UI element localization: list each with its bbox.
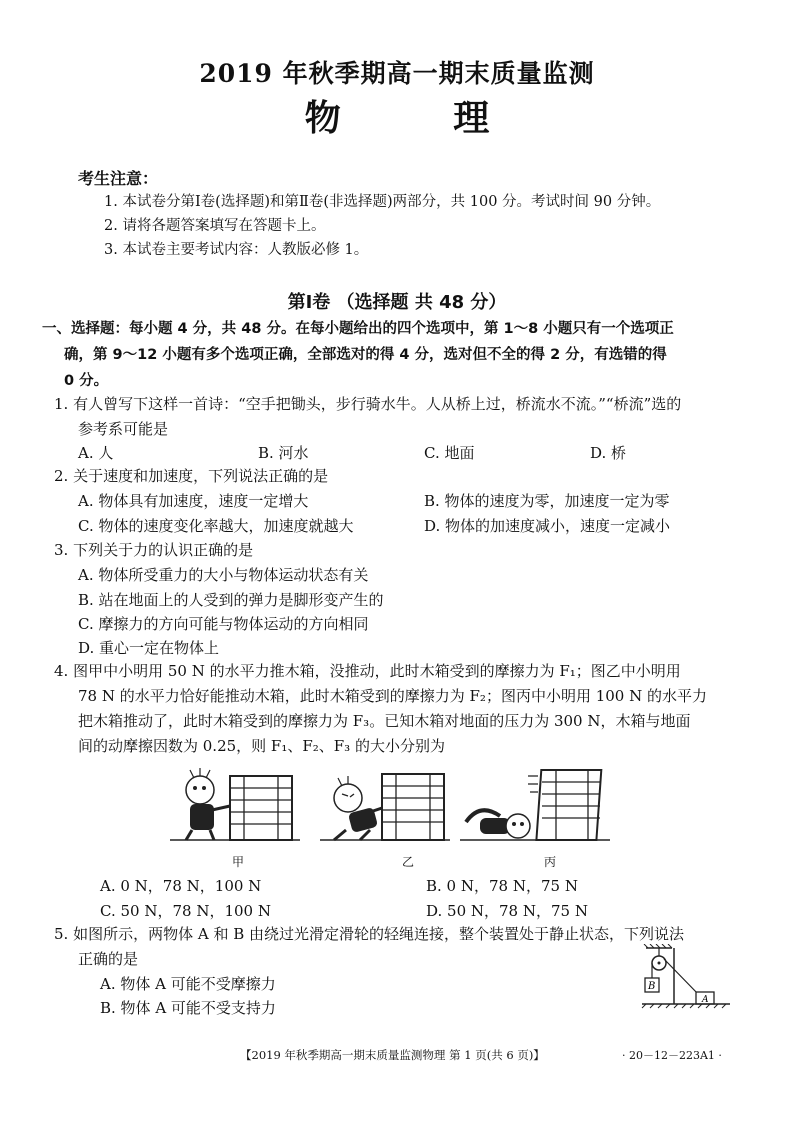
section-instruction [42, 316, 762, 394]
question-stem: 正确的是 [78, 950, 139, 968]
figure-label-yi: 乙 [402, 855, 415, 869]
q5-option-a: A. 物体 A 可能不受摩擦力 [100, 975, 276, 993]
q5-figure [640, 944, 732, 1010]
q2-option-a: A. 物体具有加速度，速度一定增大 [78, 492, 309, 510]
q5-option-b: B. 物体 A 可能不受支持力 [100, 999, 276, 1017]
notice-heading: 考生注意： [78, 169, 159, 188]
q4-option-a: A. 0 N，78 N，100 N [100, 877, 262, 895]
figure-yi [320, 774, 450, 840]
question-3 [54, 538, 740, 563]
q1-option-d: D. 桥 [590, 444, 627, 462]
exam-title: 2019 年秋季期高一期末质量监测 [199, 59, 595, 88]
question-2 [54, 464, 740, 489]
q3-option-d: D. 重心一定在物体上 [78, 639, 220, 657]
q1-option-c: C. 地面 [424, 444, 475, 462]
figure-label-bing: 丙 [544, 855, 557, 869]
q3-option-b: B. 站在地面上的人受到的弹力是脚形变产生的 [78, 591, 384, 609]
question-stem: 把木箱推动了，此时木箱受到的摩擦力为 F₃。已知木箱对地面的压力为 300 N，木箱与地面 [78, 712, 691, 730]
question-1 [54, 392, 740, 442]
question-stem: 参考系可能是 [78, 420, 169, 438]
q1-option-a: A. 人 [78, 444, 114, 462]
page-code: · 20－12－223A1 · [622, 1049, 722, 1062]
q3-option-c: C. 摩擦力的方向可能与物体运动的方向相同 [78, 615, 369, 633]
notice-item: 1. 本试卷分第Ⅰ卷(选择题)和第Ⅱ卷(非选择题)两部分，共 100 分。考试时间 90 分钟。 [104, 194, 661, 210]
notice-item: 2. 请将各题答案填写在答题卡上。 [104, 218, 326, 234]
question-stem: 4. 图甲中小明用 50 N 的水平力推木箱，没推动，此时木箱受到的摩擦力为 F₁；图乙中小明用 [54, 662, 681, 680]
q4-figure [170, 760, 610, 860]
question-4 [54, 659, 740, 759]
section-heading: 第Ⅰ卷 （选择题 共 48 分） [287, 292, 507, 313]
question-stem: 5. 如图所示，两物体 A 和 B 由绕过光滑定滑轮的轻绳连接，整个装置处于静止状态，下列说法 [54, 925, 685, 943]
block-b-label: B [648, 981, 656, 992]
subject-title: 物 理 [304, 97, 540, 139]
page-footer: 【2019 年秋季期高一期末质量监测物理 第 1 页(共 6 页)】 [240, 1048, 545, 1062]
notice-item: 3. 本试卷主要考试内容：人教版必修 1。 [104, 242, 369, 258]
q4-option-d: D. 50 N，78 N，75 N [426, 902, 588, 920]
figure-label-jia: 甲 [232, 855, 245, 869]
question-stem: 78 N 的水平力恰好能推动木箱，此时木箱受到的摩擦力为 F₂；图丙中小明用 100 N 的水平力 [78, 687, 708, 705]
question-5 [54, 922, 740, 972]
figure-jia [170, 768, 300, 840]
instruction-line: 确，第 9～12 小题有多个选项正确，全部选对的得 4 分，选对但不全的得 2 分，有选错的得 [64, 347, 667, 363]
q2-option-c: C. 物体的速度变化率越大，加速度就越大 [78, 517, 354, 535]
figure-bing [460, 770, 610, 840]
question-stem: 2. 关于速度和加速度，下列说法正确的是 [54, 467, 329, 485]
q1-option-b: B. 河水 [258, 444, 309, 462]
instruction-line: 0 分。 [64, 373, 109, 389]
q2-option-b: B. 物体的速度为零，加速度一定为零 [424, 492, 670, 510]
q3-option-a: A. 物体所受重力的大小与物体运动状态有关 [78, 566, 369, 584]
question-stem: 3. 下列关于力的认识正确的是 [54, 541, 254, 559]
block-a-label: A [702, 995, 709, 1005]
q4-option-b: B. 0 N，78 N，75 N [426, 877, 578, 895]
question-stem: 间的动摩擦因数为 0.25，则 F₁、F₂、F₃ 的大小分别为 [78, 737, 445, 755]
question-stem: 1. 有人曾写下这样一首诗：“空手把锄头，步行骑水牛。人从桥上过，桥流水不流。”“桥流”选的 [54, 395, 682, 413]
q4-option-c: C. 50 N，78 N，100 N [100, 902, 271, 920]
instruction-line: 一、选择题：每小题 4 分，共 48 分。在每小题给出的四个选项中，第 1～8 小题只有一个选项正 [42, 321, 674, 337]
q2-option-d: D. 物体的加速度减小，速度一定减小 [424, 517, 671, 535]
